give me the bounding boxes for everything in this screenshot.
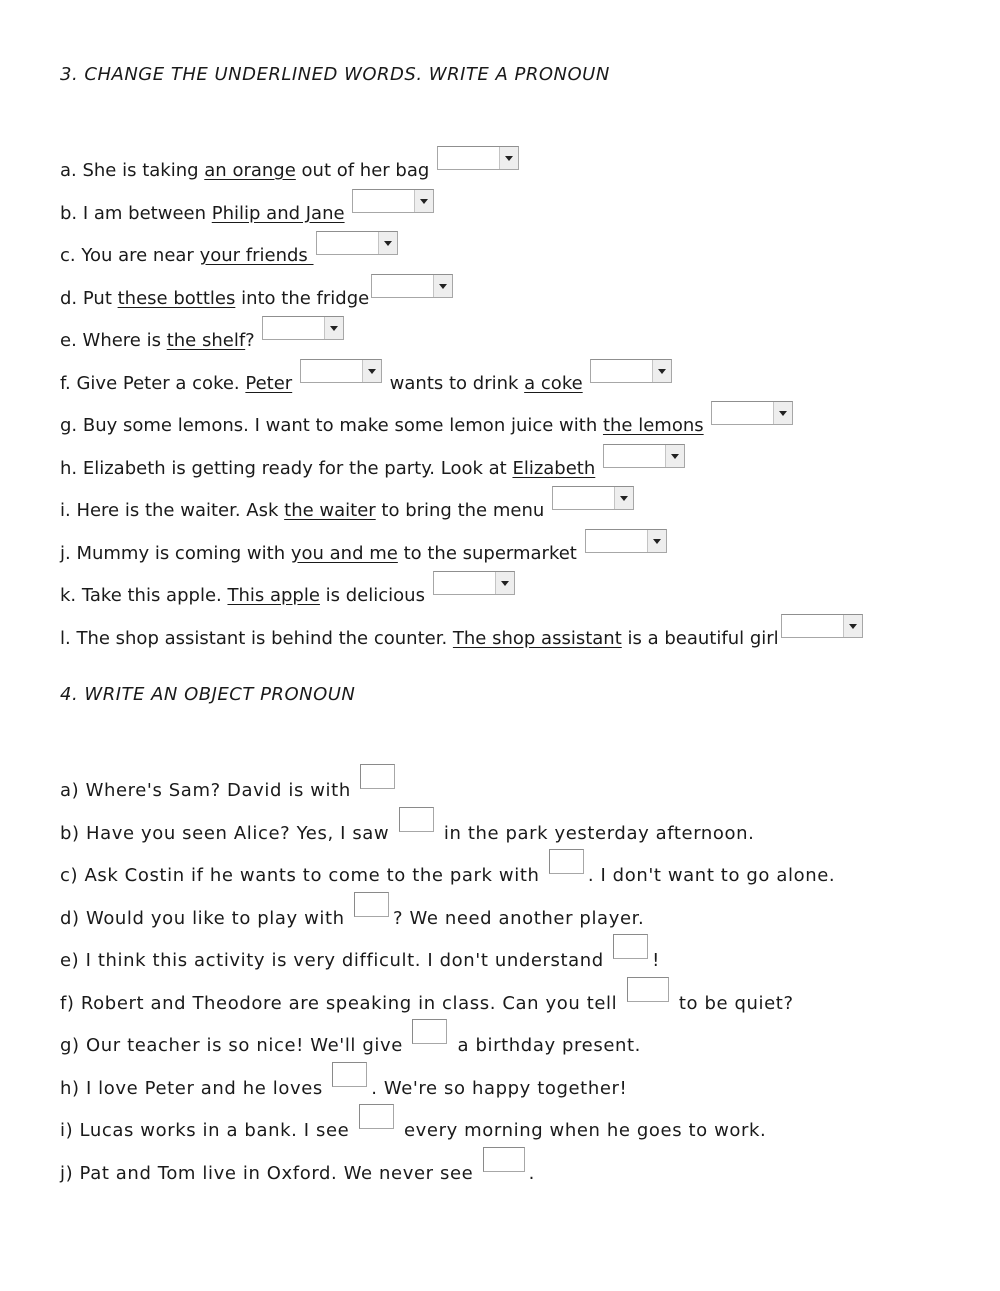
sentence-text: wants to drink (383, 372, 525, 394)
sentence-text: f. Give Peter a coke. (60, 372, 246, 394)
underlined-words: Elizabeth (512, 457, 596, 479)
answer-dropdown[interactable] (316, 231, 398, 255)
sentence-text (595, 458, 601, 479)
underlined-words: the shelf (166, 330, 246, 351)
section4-item (60, 1019, 641, 1057)
section3-item (60, 401, 795, 437)
section3-item (60, 486, 636, 522)
section4-item (60, 764, 399, 802)
chevron-down-icon[interactable] (843, 615, 862, 637)
section4-item (60, 977, 794, 1015)
sentence-text: k. Take this apple. (60, 585, 228, 606)
sentence-text: h) I love Peter and he loves (60, 1077, 330, 1099)
sentence-text: a birthday present. (451, 1035, 641, 1056)
section3-item (60, 274, 455, 310)
sentence-text: out of her bag (295, 160, 435, 181)
answer-input[interactable] (354, 892, 389, 917)
section4-item (60, 849, 835, 887)
answer-input[interactable] (613, 934, 648, 959)
sentence-text: into the fridge (235, 287, 370, 309)
underlined-words: an orange (204, 160, 296, 181)
section3-item (60, 444, 687, 480)
answer-input[interactable] (360, 764, 395, 789)
sentence-text: j) Pat and Tom live in Oxford. We never see (60, 1162, 480, 1184)
sentence-text: g. Buy some lemons. I want to make some lemon juice with (60, 415, 603, 436)
answer-input[interactable] (399, 807, 434, 832)
sentence-text: c) Ask Costin if he wants to come to the park with (60, 865, 546, 886)
section3-item (60, 316, 346, 352)
underlined-words: the waiter (284, 500, 376, 521)
sentence-text: to be quiet? (672, 992, 794, 1014)
section3-item (60, 571, 517, 607)
section3-item (60, 189, 436, 225)
sentence-text: d) Would you like to play with (60, 907, 351, 929)
underlined-words: This apple (227, 585, 320, 606)
underlined-words: Peter (245, 372, 293, 394)
chevron-down-icon[interactable] (499, 147, 518, 169)
sentence-text: b) Have you seen Alice? Yes, I saw (60, 822, 396, 844)
answer-dropdown[interactable] (585, 529, 667, 553)
section4-item (60, 892, 644, 930)
underlined-words: your friends (199, 245, 314, 266)
answer-dropdown[interactable] (262, 316, 344, 340)
chevron-down-icon[interactable] (362, 360, 381, 382)
sentence-text: a. She is taking (60, 160, 205, 181)
sentence-text: i. Here is the waiter. Ask (60, 500, 285, 521)
underlined-words: The shop assistant (452, 627, 622, 649)
chevron-down-icon[interactable] (773, 402, 792, 424)
answer-input[interactable] (412, 1019, 447, 1044)
sentence-text: is a beautiful girl (621, 627, 779, 649)
section4-item (60, 807, 754, 845)
answer-input[interactable] (332, 1062, 367, 1087)
answer-dropdown[interactable] (437, 146, 519, 170)
sentence-text: j. Mummy is coming with (60, 542, 291, 564)
sentence-text: f) Robert and Theodore are speaking in class. Can you tell (60, 992, 624, 1014)
answer-dropdown[interactable] (552, 486, 634, 510)
sentence-text: ! (652, 950, 660, 971)
section3-item (60, 359, 674, 395)
section3-item (60, 146, 521, 182)
section-4-heading: 4. WRITE AN OBJECT PRONOUN (60, 684, 356, 705)
sentence-text: a) Where's Sam? David is with (60, 780, 358, 801)
sentence-text (292, 373, 298, 394)
section-3-heading: 3. CHANGE THE UNDERLINED WORDS. WRITE A PRONOUN (60, 64, 610, 85)
answer-dropdown[interactable] (300, 359, 382, 383)
section4-item (60, 1104, 766, 1142)
answer-dropdown[interactable] (371, 274, 453, 298)
sentence-text: to bring the menu (375, 500, 550, 521)
section4-item (60, 1147, 535, 1185)
chevron-down-icon[interactable] (324, 317, 343, 339)
underlined-words: these bottles (117, 287, 236, 309)
answer-input[interactable] (549, 849, 584, 874)
underlined-words: Philip and Jane (211, 202, 345, 224)
sentence-text: d. Put (60, 287, 118, 309)
section4-item (60, 934, 660, 972)
section3-item (60, 231, 400, 267)
section3-item (60, 614, 865, 650)
chevron-down-icon[interactable] (652, 360, 671, 382)
sentence-text: to the supermarket (397, 542, 583, 564)
sentence-text: i) Lucas works in a bank. I see (60, 1120, 356, 1141)
chevron-down-icon[interactable] (647, 530, 666, 552)
chevron-down-icon[interactable] (378, 232, 397, 254)
underlined-words: you and me (290, 542, 398, 564)
answer-dropdown[interactable] (711, 401, 793, 425)
underlined-words: a coke (524, 372, 583, 394)
answer-dropdown[interactable] (781, 614, 863, 638)
sentence-text: . (528, 1162, 535, 1184)
answer-dropdown[interactable] (433, 571, 515, 595)
sentence-text: in the park yesterday afternoon. (437, 822, 755, 844)
answer-dropdown[interactable] (590, 359, 672, 383)
chevron-down-icon[interactable] (495, 572, 514, 594)
answer-input[interactable] (627, 977, 669, 1002)
sentence-text: b. I am between (60, 202, 212, 224)
sentence-text: . I don't want to go alone. (587, 865, 836, 886)
sentence-text: h. Elizabeth is getting ready for the party. Look at (60, 457, 513, 479)
sentence-text: e) I think this activity is very difficult. I don't understand (60, 950, 611, 971)
chevron-down-icon[interactable] (414, 190, 433, 212)
answer-dropdown[interactable] (603, 444, 685, 468)
sentence-text (583, 373, 589, 394)
section4-item (60, 1062, 627, 1100)
sentence-text: every morning when he goes to work. (397, 1120, 767, 1141)
underlined-words: the lemons (602, 415, 704, 436)
sentence-text (345, 203, 351, 224)
sentence-text: ? (245, 330, 261, 351)
sentence-text: ? We need another player. (393, 907, 645, 929)
answer-input[interactable] (359, 1104, 394, 1129)
chevron-down-icon[interactable] (665, 445, 684, 467)
sentence-text: g) Our teacher is so nice! We'll give (60, 1035, 410, 1056)
answer-dropdown[interactable] (352, 189, 434, 213)
sentence-text: e. Where is (60, 330, 167, 351)
section3-item (60, 529, 669, 565)
chevron-down-icon[interactable] (433, 275, 452, 297)
sentence-text (704, 415, 710, 436)
sentence-text: . We're so happy together! (371, 1077, 628, 1099)
sentence-text: c. You are near (60, 245, 200, 266)
answer-input[interactable] (483, 1147, 525, 1172)
sentence-text: is delicious (319, 585, 431, 606)
chevron-down-icon[interactable] (614, 487, 633, 509)
sentence-text: l. The shop assistant is behind the counter. (60, 627, 453, 649)
